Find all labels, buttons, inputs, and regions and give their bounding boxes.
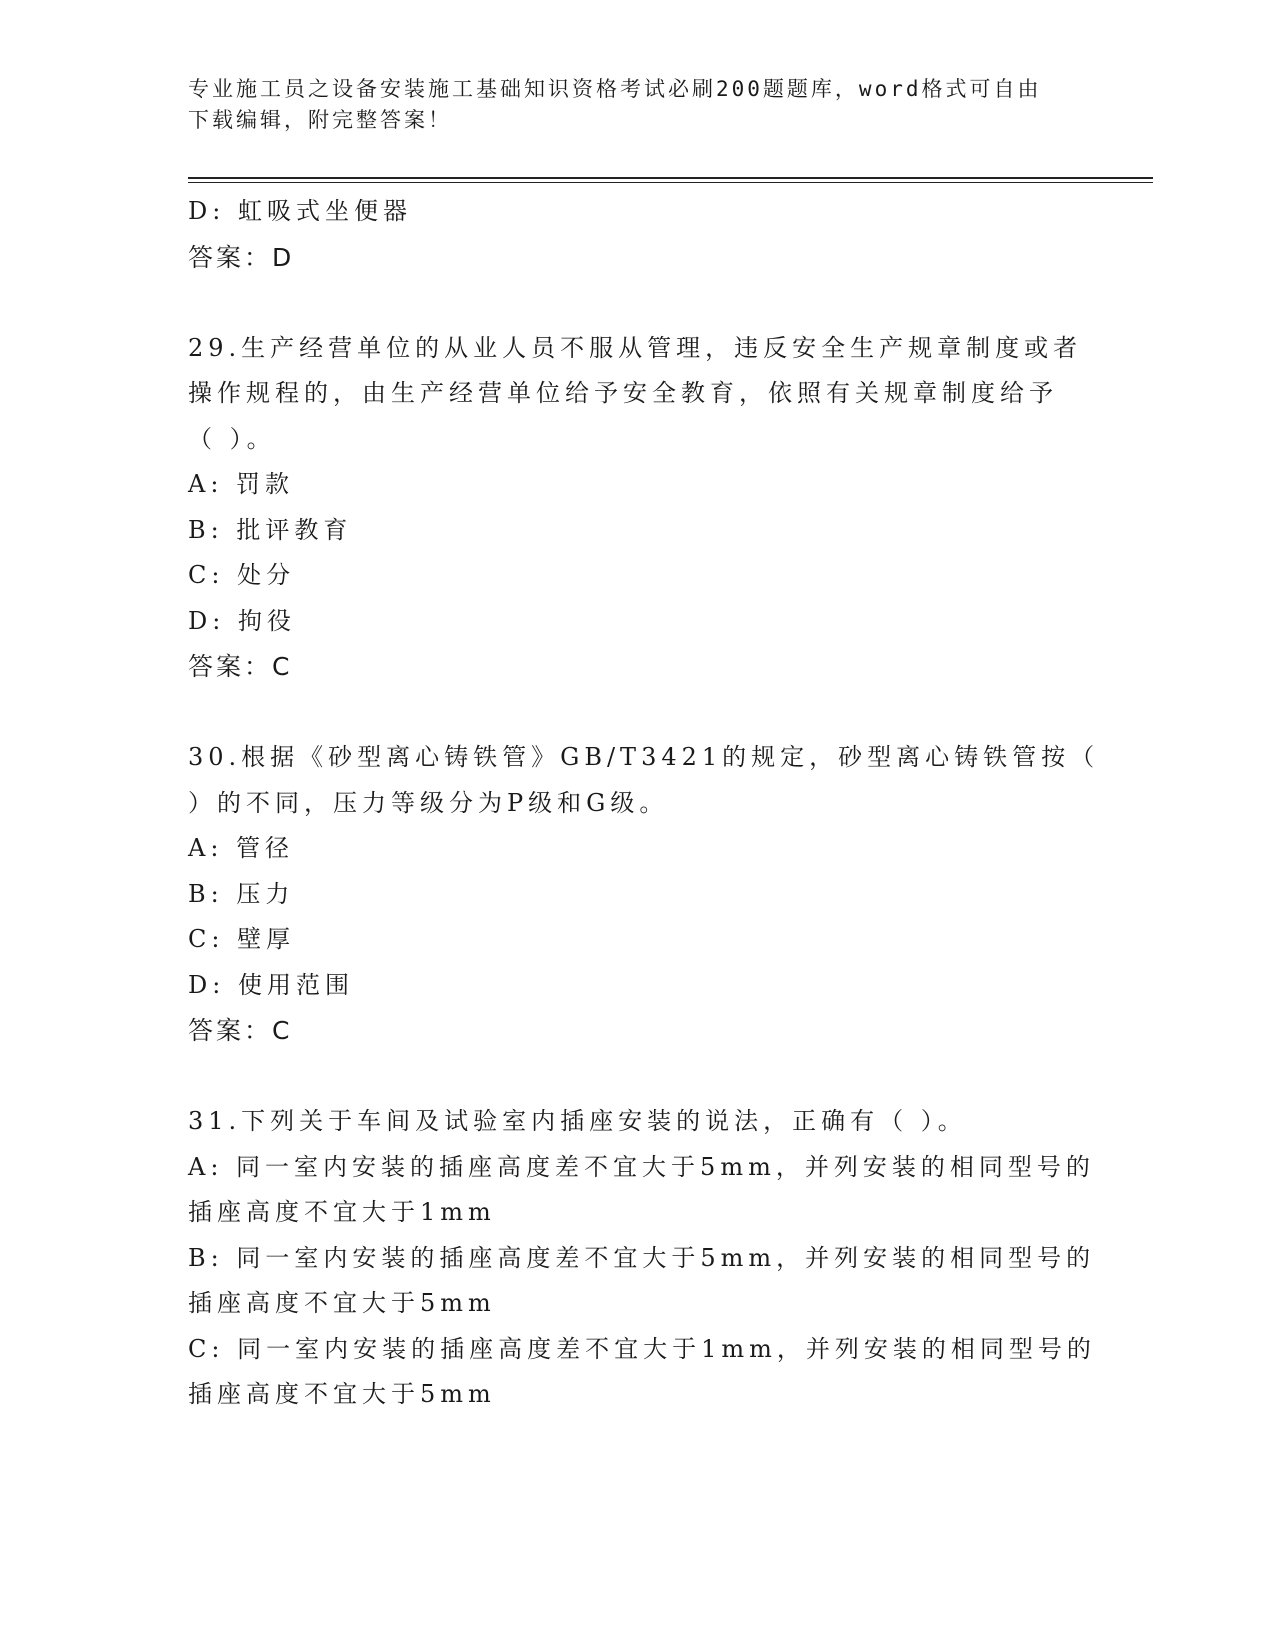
question-30-answer: 答案：C [188, 1016, 293, 1045]
question-31-option-b-2: 插座高度不宜大于5mm [188, 1289, 496, 1317]
question-29-option-b: B: 批评教育 [188, 515, 353, 544]
question-29 [188, 326, 1088, 690]
question-29-option-d: D: 拘役 [188, 606, 296, 635]
question-29-answer: 答案：C [188, 652, 293, 681]
question-31 [188, 1099, 1096, 1418]
document-header [188, 74, 1068, 136]
spacer [188, 280, 1088, 326]
question-31-option-c-1: C: 同一室内安装的插座高度差不宜大于1mm，并列安装的相同型号的 [188, 1334, 1096, 1363]
question-29-option-c: C: 处分 [188, 561, 296, 589]
question-30-option-b: B: 压力 [188, 879, 295, 908]
question-29-text-2: 操作规程的，由生产经营单位给予安全教育，依照有关规章制度给予 [188, 379, 1058, 407]
question-31-option-a-1: A: 同一室内安装的插座高度差不宜大于5mm，并列安装的相同型号的 [188, 1152, 1095, 1181]
question-29-option-a: A: 罚款 [188, 470, 295, 498]
header-line-1: 专业施工员之设备安装施工基础知识资格考试必刷200题题库，word格式可自由 [188, 77, 1042, 101]
question-content [188, 189, 1100, 1418]
header-divider-thin [188, 182, 1153, 183]
header-divider-thick [188, 177, 1153, 179]
spacer [188, 1054, 1088, 1100]
question-30-option-d: D: 使用范围 [188, 970, 354, 999]
prev-option-d: D: 虹吸式坐便器 [188, 197, 412, 225]
question-31-option-b-1: B: 同一室内安装的插座高度差不宜大于5mm，并列安装的相同型号的 [188, 1243, 1096, 1272]
prev-answer: 答案：D [188, 242, 295, 272]
question-30 [188, 735, 1100, 1054]
header-line-2: 下载编辑，附完整答案！ [188, 108, 452, 132]
spacer [188, 690, 1088, 736]
question-30-text-1: 30.根据《砂型离心铸铁管》GB/T3421的规定，砂型离心铸铁管按（ [188, 743, 1100, 771]
question-29-text-1: 29.生产经营单位的从业人员不服从管理，违反安全生产规章制度或者 [188, 333, 1083, 362]
question-30-option-a: A: 管径 [188, 834, 295, 862]
question-31-option-c-2: 插座高度不宜大于5mm [188, 1380, 496, 1408]
question-31-option-a-2: 插座高度不宜大于1mm [188, 1198, 496, 1226]
question-29-text-3: （ ）。 [188, 424, 276, 453]
question-31-text-1: 31.下列关于车间及试验室内插座安装的说法，正确有（ ）。 [188, 1107, 967, 1135]
question-30-option-c: C: 壁厚 [188, 925, 296, 953]
question-30-text-2: ）的不同，压力等级分为P级和G级。 [188, 788, 669, 817]
